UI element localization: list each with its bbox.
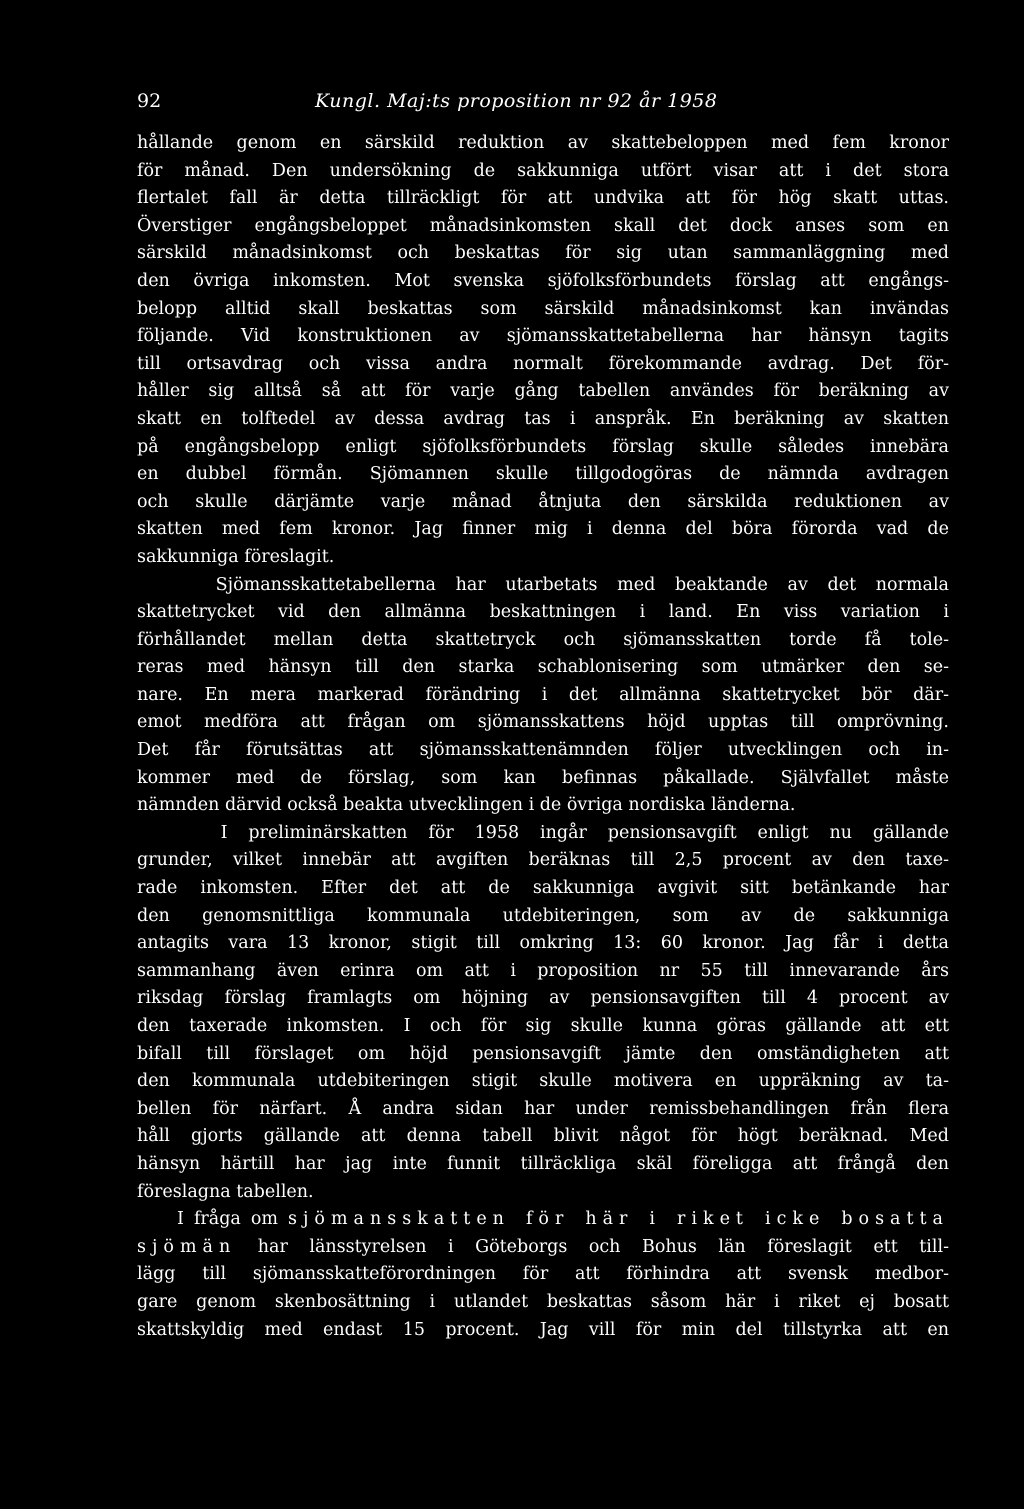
text-segment: har länsstyrelsen i Göteborgs och Bohus län föreslagit ett till- [257, 1236, 949, 1257]
text-line: belopp alltid skall beskattas som särskild månadsinkomst kan invändas [137, 298, 949, 319]
page-number: 92 [137, 90, 162, 112]
page-header [137, 90, 949, 126]
text-line: grunder, vilket innebär att avgiften beräknas till 2,5 procent av den taxe- [137, 850, 949, 871]
text-line: skatt en tolftedel av dessa avdrag tas i anspråk. En beräkning av skatten [137, 408, 949, 429]
body-text [137, 130, 949, 1206]
text-line: håller sig alltså så att för varje gång tabellen användes för beräkning av [137, 381, 949, 402]
text-line: sammanhang även erinra om att i proposition nr 55 till innevarande års [137, 960, 949, 981]
text-segment: I fråga om [137, 1209, 278, 1230]
text-line: hållande genom en särskild reduktion av skattebeloppen med fem kronor [137, 133, 949, 153]
text-line: rade inkomsten. Efter det att de sakkunniga avgivit sitt betänkande har [137, 878, 949, 899]
text-line: den kommunala utdebiteringen stigit skulle motivera en uppräkning av ta- [137, 1071, 949, 1092]
text-line: till ortsavdrag och vissa andra normalt förekommande avdrag. Det för- [137, 353, 949, 374]
text-line: särskild månadsinkomst och beskattas för sig utan sammanläggning med [137, 243, 949, 264]
text-line: I preliminärskatten för 1958 ingår pensionsavgift enligt nu gällande [137, 822, 949, 843]
text-line: på engångsbelopp enligt sjöfolksförbundets förslag skulle således innebära [137, 436, 949, 457]
text-line: skattskyldig med endast 15 procent. Jag vill för min del tillstyrka att en [137, 1319, 949, 1340]
text-line: Det får förutsättas att sjömansskattenämnden följer utvecklingen och in- [137, 740, 949, 761]
text-line: reras med hänsyn till den starka schablonisering som utmärker den se- [137, 657, 949, 678]
text-line: sakkunniga föreslagit. [137, 546, 335, 567]
text-line [137, 1234, 949, 1262]
text-line: följande. Vid konstruktionen av sjömansskattetabellerna har hänsyn tagits [137, 326, 949, 347]
text-line: bellen för närfart. Å andra sidan har under remissbehandlingen från flera [137, 1098, 949, 1119]
spaced-text: sjömansskatten för här i riket icke bosatta [288, 1209, 949, 1230]
text-line: hänsyn härtill har jag inte funnit tillräckliga skäl föreligga att frångå den [137, 1153, 949, 1174]
final-paragraph [137, 1206, 949, 1344]
text-line: för månad. Den undersökning de sakkunniga utfört visar att i det stora [137, 160, 949, 181]
text-line: den taxerade inkomsten. I och för sig skulle kunna göras gällande att ett [137, 1016, 949, 1036]
text-line: flertalet fall är detta tillräckligt för att undvika att för hög skatt uttas. [137, 188, 949, 209]
text-line: och skulle därjämte varje månad åtnjuta den särskilda reduktionen av [137, 491, 949, 512]
text-line: den övriga inkomsten. Mot svenska sjöfolksförbundets förslag att engångs- [137, 270, 949, 291]
running-title: Kungl. Maj:ts proposition nr 92 år 1958 [315, 90, 718, 112]
text-line: bifall till förslaget om höjd pensionsavgift jämte den omständigheten att [137, 1043, 949, 1064]
spaced-text: sjömän [137, 1236, 237, 1257]
document-page [137, 90, 949, 1344]
text-line: lägg till sjömansskatteförordningen för att förhindra att svensk medbor- [137, 1264, 949, 1285]
text-line: Sjömansskattetabellerna har utarbetats med beaktande av det normala [137, 574, 949, 595]
text-line: håll gjorts gällande att denna tabell blivit något för högt beräknad. Med [137, 1126, 949, 1147]
text-line: nämnden därvid också beakta utvecklingen i de övriga nordiska länderna. [137, 795, 796, 816]
text-line: gare genom skenbosättning i utlandet beskattas såsom här i riket ej bosatt [137, 1291, 949, 1312]
text-line: föreslagna tabellen. [137, 1181, 314, 1202]
text-line: antagits vara 13 kronor, stigit till omkring 13: 60 kronor. Jag får i detta [137, 933, 949, 954]
text-line [137, 1206, 949, 1234]
text-line: skattetrycket vid den allmänna beskattningen i land. En viss variation i [137, 602, 949, 623]
text-line: den genomsnittliga kommunala utdebiteringen, som av de sakkunniga [137, 905, 949, 926]
text-line: skatten med fem kronor. Jag finner mig i denna del böra förorda vad de [137, 519, 949, 540]
text-line: Överstiger engångsbeloppet månadsinkomsten skall det dock anses som en [137, 215, 949, 236]
text-line: förhållandet mellan detta skattetryck och sjömansskatten torde få tole- [137, 629, 949, 650]
text-line: riksdag förslag framlagts om höjning av pensionsavgiften till 4 procent av [137, 988, 949, 1009]
text-line: emot medföra att frågan om sjömansskattens höjd upptas till omprövning. [137, 712, 949, 733]
text-line: en dubbel förmån. Sjömannen skulle tillgodogöras de nämnda avdragen [137, 464, 949, 485]
text-line: nare. En mera markerad förändring i det allmänna skattetrycket bör där- [137, 684, 949, 705]
text-line: kommer med de förslag, som kan befinnas påkallade. Självfallet måste [137, 767, 949, 788]
